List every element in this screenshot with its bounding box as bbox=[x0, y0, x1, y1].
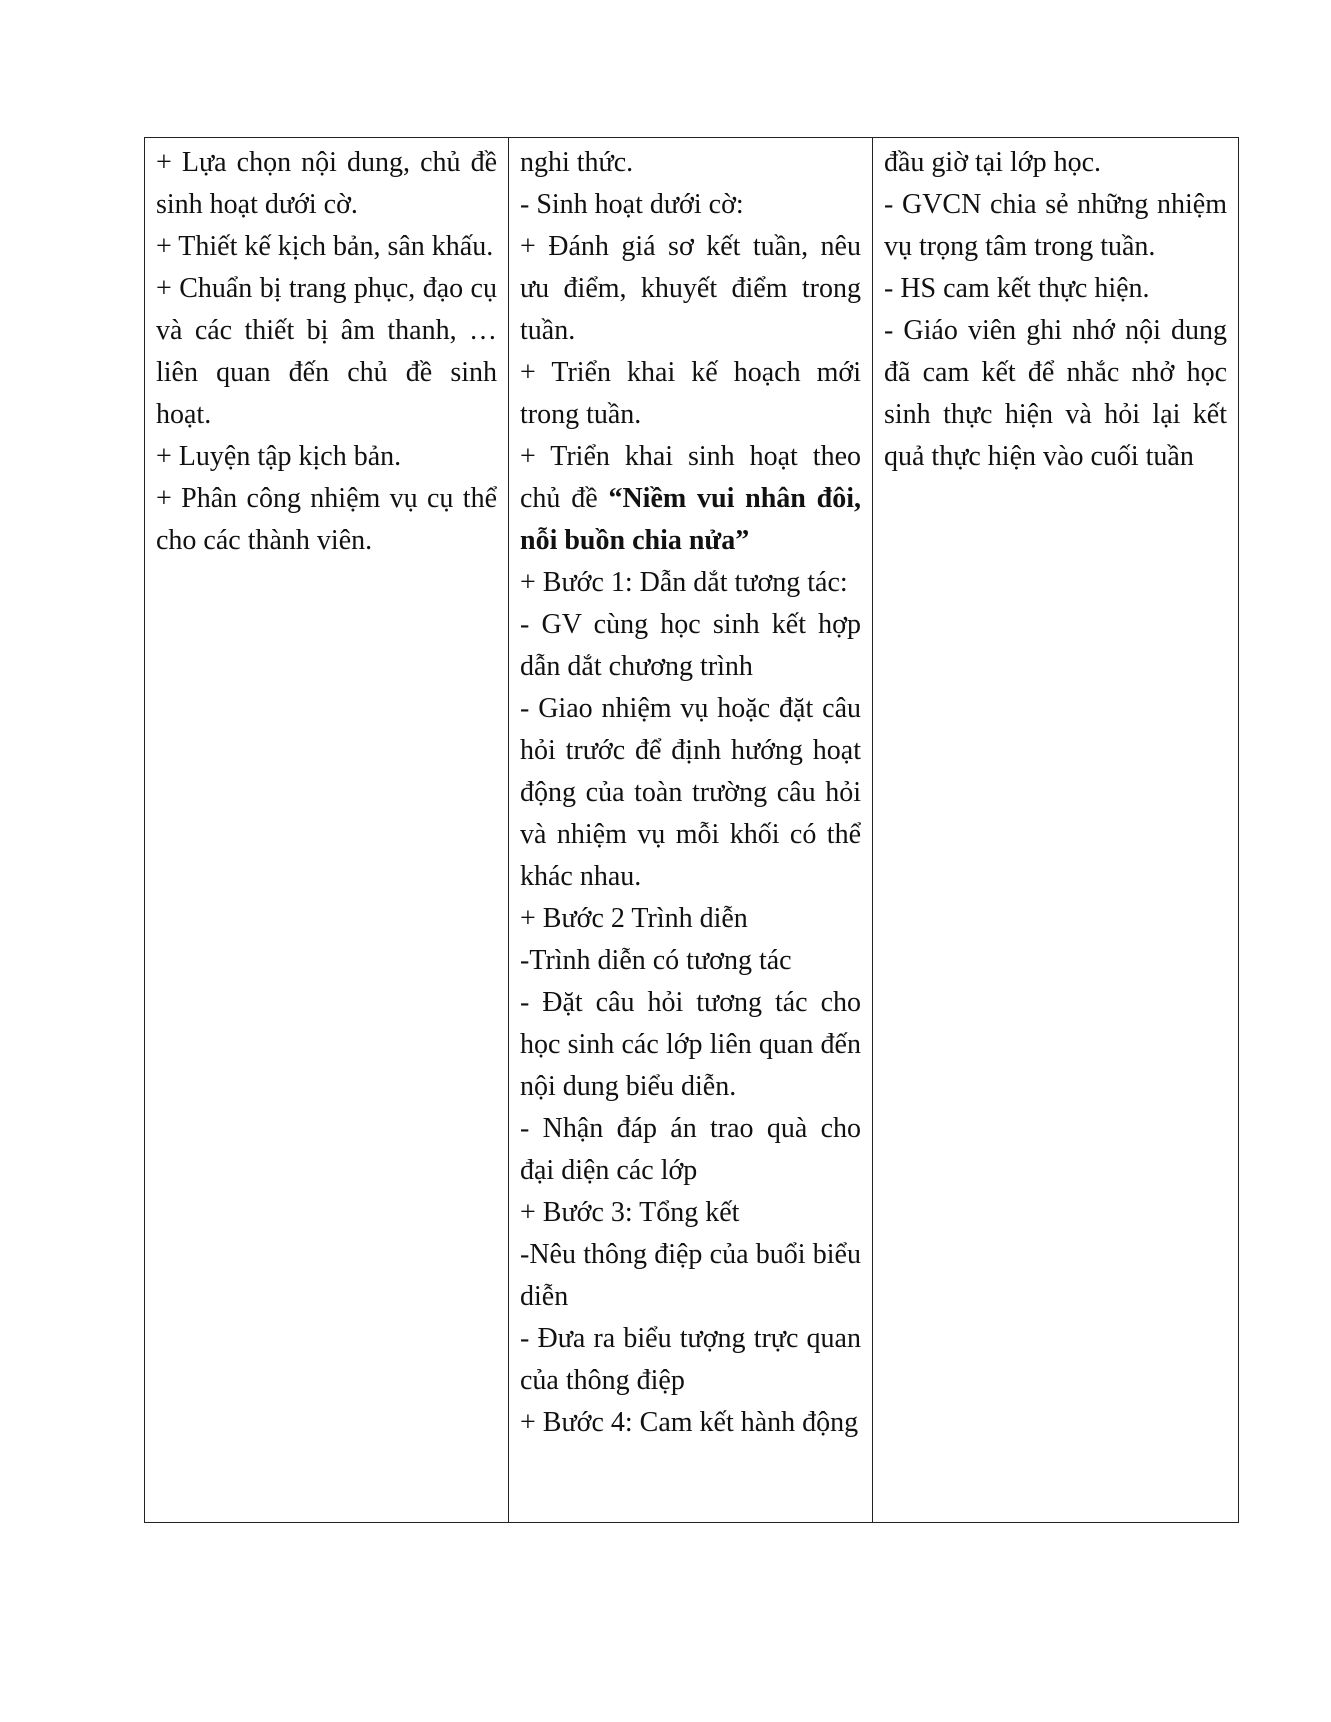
paragraph: + Lựa chọn nội dung, chủ đề sinh hoạt dưới cờ. bbox=[156, 147, 497, 220]
paragraph: - GV cùng học sinh kết hợp dẫn dắt chương trình bbox=[520, 609, 861, 682]
paragraph: + Bước 1: Dẫn dắt tương tác: bbox=[520, 567, 848, 598]
paragraph: - Giao nhiệm vụ hoặc đặt câu hỏi trước để định hướng hoạt động của toàn trường câu hỏi và nhiệm vụ mỗi khối có thể khác nhau. bbox=[520, 693, 861, 892]
paragraph: + Chuẩn bị trang phục, đạo cụ và các thiết bị âm thanh, … liên quan đến chủ đề sinh hoạt. bbox=[156, 273, 497, 430]
paragraph: - Đưa ra biểu tượng trực quan của thông điệp bbox=[520, 1323, 861, 1396]
follow-up-cell bbox=[873, 138, 1239, 1523]
paragraph: + Bước 4: Cam kết hành động bbox=[520, 1407, 859, 1438]
paragraph: + Đánh giá sơ kết tuần, nêu ưu điểm, khuyết điểm trong tuần. bbox=[520, 231, 861, 346]
paragraph: + Triển khai kế hoạch mới trong tuần. bbox=[520, 357, 861, 430]
paragraph: - Sinh hoạt dưới cờ: bbox=[520, 189, 744, 220]
paragraph: + Phân công nhiệm vụ cụ thể cho các thành viên. bbox=[156, 483, 497, 556]
implementation-cell bbox=[509, 138, 873, 1523]
paragraph: - Nhận đáp án trao quà cho đại diện các lớp bbox=[520, 1113, 861, 1186]
theme-prefix: + Triển khai sinh hoạt theo chủ đề bbox=[520, 441, 861, 514]
activity-table bbox=[144, 137, 1239, 1523]
paragraph: đầu giờ tại lớp học. bbox=[884, 147, 1102, 178]
paragraph: - GVCN chia sẻ những nhiệm vụ trọng tâm trong tuần. bbox=[884, 189, 1227, 262]
theme-title: “Niềm vui nhân đôi, nỗi buồn chia nửa” bbox=[520, 483, 862, 556]
paragraph: nghi thức. bbox=[520, 147, 634, 178]
paragraph: - HS cam kết thực hiện. bbox=[884, 273, 1150, 304]
preparation-cell bbox=[145, 138, 509, 1523]
paragraph: + Bước 2 Trình diễn bbox=[520, 903, 748, 934]
paragraph: + Luyện tập kịch bản. bbox=[156, 441, 402, 472]
paragraph: -Trình diễn có tương tác bbox=[520, 945, 792, 976]
paragraph: - Giáo viên ghi nhớ nội dung đã cam kết để nhắc nhở học sinh thực hiện và hỏi lại kết quả thực hiện vào cuối tuần bbox=[884, 315, 1227, 472]
theme-paragraph bbox=[520, 436, 861, 562]
table-row bbox=[145, 138, 1239, 1523]
paragraph: - Đặt câu hỏi tương tác cho học sinh các lớp liên quan đến nội dung biểu diễn. bbox=[520, 987, 861, 1102]
paragraph: + Thiết kế kịch bản, sân khấu. bbox=[156, 231, 494, 262]
paragraph: + Bước 3: Tổng kết bbox=[520, 1197, 740, 1228]
paragraph: -Nêu thông điệp của buổi biểu diễn bbox=[520, 1239, 861, 1312]
